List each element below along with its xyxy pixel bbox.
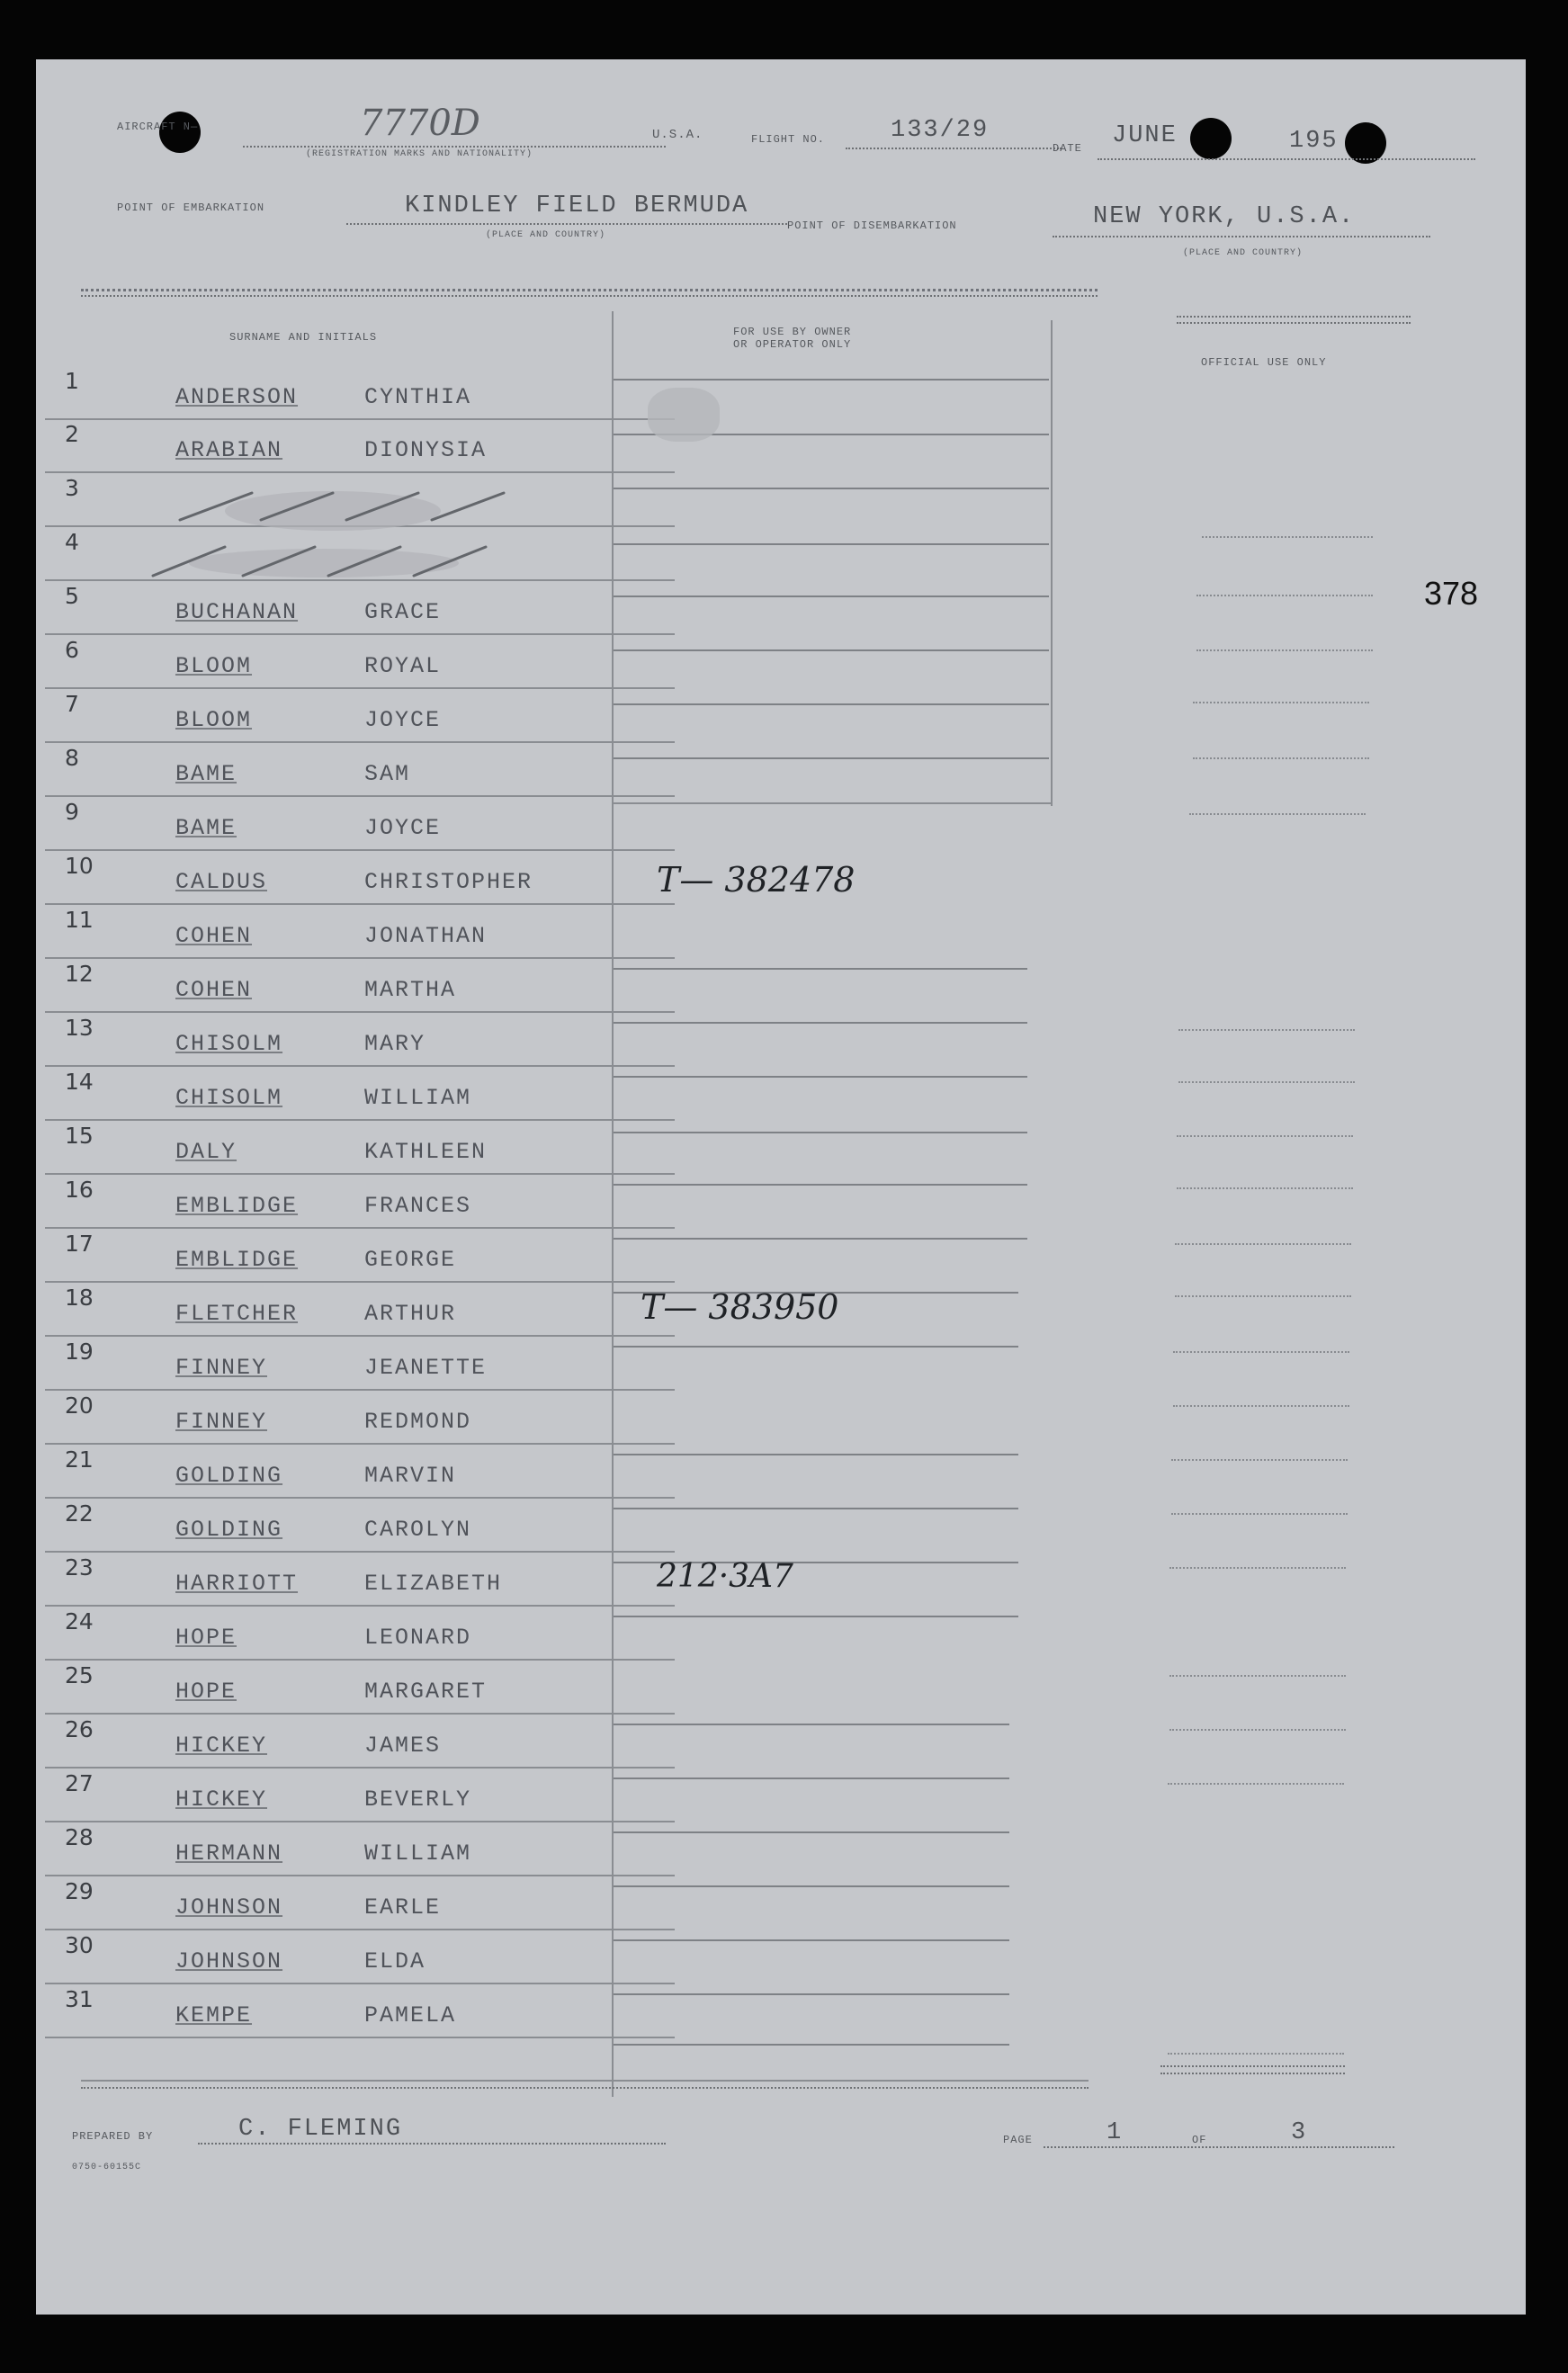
row-number: 12	[65, 961, 94, 987]
passenger-surname: FINNEY	[175, 1409, 268, 1435]
column-header-owner-1: FOR USE BY OWNER	[733, 326, 852, 338]
row-number: 8	[65, 745, 79, 771]
date-label: DATE	[1053, 142, 1082, 155]
passenger-row	[45, 853, 675, 905]
passenger-surname: ARABIAN	[175, 437, 283, 463]
embark-place: KINDLEY FIELD BERMUDA	[405, 193, 749, 219]
passenger-row	[45, 1716, 675, 1769]
passenger-surname: EMBLIDGE	[175, 1193, 299, 1219]
row-number: 28	[65, 1824, 94, 1850]
row-number: 18	[65, 1285, 94, 1311]
passenger-row	[45, 1986, 675, 2038]
stamp-number: 378	[1424, 575, 1479, 612]
passenger-given-name: WILLIAM	[364, 1840, 472, 1867]
passenger-row	[45, 799, 675, 851]
passenger-row	[45, 1015, 675, 1067]
cancel-scribble	[144, 475, 612, 583]
column-header-name: SURNAME AND INITIALS	[229, 331, 378, 344]
row-number: 11	[65, 907, 94, 933]
passenger-given-name: GEORGE	[364, 1247, 457, 1273]
passenger-row	[45, 1123, 675, 1175]
passenger-row	[45, 1608, 675, 1661]
row-number: 26	[65, 1716, 94, 1742]
flight-label: FLIGHT NO.	[751, 133, 826, 146]
passenger-surname: BAME	[175, 815, 237, 841]
passenger-surname: BUCHANAN	[175, 599, 299, 625]
passenger-given-name: EARLE	[364, 1894, 442, 1921]
prepared-by-name: C. FLEMING	[238, 2116, 403, 2143]
row-number: 25	[65, 1662, 94, 1688]
passenger-row	[45, 1662, 675, 1715]
passenger-row	[45, 691, 675, 743]
passenger-given-name: KATHLEEN	[364, 1139, 488, 1165]
passenger-row	[45, 1770, 675, 1822]
row-number: 9	[65, 799, 79, 825]
aircraft-sublabel: (REGISTRATION MARKS AND NATIONALITY)	[306, 149, 533, 159]
row-number: 3	[65, 475, 79, 501]
form-code: 0750-60155C	[72, 2163, 142, 2172]
passenger-surname: CHISOLM	[175, 1031, 283, 1057]
passenger-given-name: SAM	[364, 761, 411, 787]
passenger-given-name: CHRISTOPHER	[364, 869, 533, 895]
passenger-given-name: JEANETTE	[364, 1355, 488, 1381]
row-number: 29	[65, 1878, 94, 1904]
passenger-surname: HOPE	[175, 1625, 237, 1651]
owner-note: 212·3A7	[657, 1558, 793, 1595]
smudge	[648, 388, 720, 442]
passenger-row	[45, 637, 675, 689]
passenger-given-name: DIONYSIA	[364, 437, 488, 463]
passenger-surname: ANDERSON	[175, 384, 299, 410]
page-label: PAGE	[1003, 2134, 1033, 2146]
passenger-surname: CHISOLM	[175, 1085, 283, 1111]
row-number: 4	[65, 529, 79, 555]
passenger-given-name: GRACE	[364, 599, 442, 625]
manifest-page	[36, 59, 1526, 2315]
passenger-row	[45, 1932, 675, 1984]
passenger-given-name: ELDA	[364, 1948, 426, 1975]
passenger-given-name: ROYAL	[364, 653, 442, 679]
passenger-given-name: MARGARET	[364, 1679, 488, 1705]
prepared-by-label: PREPARED BY	[72, 2130, 154, 2143]
row-number: 23	[65, 1554, 94, 1581]
disembark-sublabel: (PLACE AND COUNTRY)	[1183, 248, 1304, 258]
row-number: 16	[65, 1177, 94, 1203]
passenger-row	[45, 1339, 675, 1391]
passenger-surname: HICKEY	[175, 1786, 268, 1813]
row-number: 24	[65, 1608, 94, 1634]
passenger-given-name: MARY	[364, 1031, 426, 1057]
passenger-given-name: JOYCE	[364, 815, 442, 841]
passenger-surname: FLETCHER	[175, 1301, 299, 1327]
row-number: 13	[65, 1015, 94, 1041]
aircraft-registration: 7770D	[360, 103, 480, 144]
aircraft-label: AIRCRAFT N—	[117, 121, 199, 133]
passenger-surname: JOHNSON	[175, 1948, 283, 1975]
row-number: 5	[65, 583, 79, 609]
passenger-surname: BLOOM	[175, 707, 253, 733]
passenger-surname: EMBLIDGE	[175, 1247, 299, 1273]
row-number: 20	[65, 1392, 94, 1419]
passenger-row	[45, 368, 675, 420]
passenger-given-name: BEVERLY	[364, 1786, 472, 1813]
disembark-label: POINT OF DISEMBARKATION	[787, 219, 957, 232]
row-number: 22	[65, 1500, 94, 1527]
passenger-given-name: LEONARD	[364, 1625, 472, 1651]
passenger-given-name: JONATHAN	[364, 923, 488, 949]
usa-label: U.S.A.	[652, 128, 703, 142]
embark-label: POINT OF EMBARKATION	[117, 201, 265, 214]
embark-sublabel: (PLACE AND COUNTRY)	[486, 230, 606, 240]
passenger-given-name: FRANCES	[364, 1193, 472, 1219]
passenger-surname: COHEN	[175, 923, 253, 949]
passenger-given-name: JAMES	[364, 1733, 442, 1759]
passenger-row	[45, 1069, 675, 1121]
passenger-row	[45, 1554, 675, 1607]
passenger-surname: JOHNSON	[175, 1894, 283, 1921]
passenger-row	[45, 1285, 675, 1337]
row-number: 17	[65, 1231, 94, 1257]
passenger-given-name: ELIZABETH	[364, 1571, 503, 1597]
passenger-surname: COHEN	[175, 977, 253, 1003]
row-number: 27	[65, 1770, 94, 1796]
passenger-given-name: PAMELA	[364, 2002, 457, 2028]
column-header-owner-2: OR OPERATOR ONLY	[733, 338, 852, 351]
disembark-place: NEW YORK, U.S.A.	[1093, 203, 1356, 230]
passenger-row	[45, 1878, 675, 1930]
passenger-row	[45, 583, 675, 635]
passenger-row	[45, 1177, 675, 1229]
passenger-surname: BAME	[175, 761, 237, 787]
passenger-row	[45, 421, 675, 473]
row-number: 19	[65, 1339, 94, 1365]
row-number: 14	[65, 1069, 94, 1095]
passenger-given-name: CAROLYN	[364, 1517, 472, 1543]
passenger-surname: BLOOM	[175, 653, 253, 679]
row-number: 21	[65, 1446, 94, 1473]
passenger-row	[45, 1446, 675, 1499]
passenger-given-name: REDMOND	[364, 1409, 472, 1435]
passenger-given-name: ARTHUR	[364, 1301, 457, 1327]
passenger-surname: HICKEY	[175, 1733, 268, 1759]
column-header-official: OFFICIAL USE ONLY	[1201, 356, 1327, 369]
passenger-given-name: CYNTHIA	[364, 384, 472, 410]
passenger-surname: HERMANN	[175, 1840, 283, 1867]
owner-note: T— 383950	[641, 1287, 839, 1327]
passenger-surname: GOLDING	[175, 1517, 283, 1543]
row-number: 1	[65, 368, 79, 394]
passenger-surname: HARRIOTT	[175, 1571, 299, 1597]
date-month: JUNE	[1112, 122, 1178, 149]
passenger-given-name: MARVIN	[364, 1463, 457, 1489]
row-number: 10	[65, 853, 94, 879]
passenger-given-name: MARTHA	[364, 977, 457, 1003]
row-number: 6	[65, 637, 79, 663]
passenger-given-name: JOYCE	[364, 707, 442, 733]
owner-note: T— 382478	[657, 860, 856, 900]
punch-hole	[1190, 118, 1232, 159]
flight-number: 133/29	[891, 117, 990, 144]
row-number: 2	[65, 421, 79, 447]
passenger-row	[45, 1231, 675, 1283]
passenger-row	[45, 961, 675, 1013]
passenger-row	[45, 907, 675, 959]
passenger-given-name: WILLIAM	[364, 1085, 472, 1111]
row-number: 31	[65, 1986, 94, 2012]
page-total: 3	[1291, 2119, 1308, 2146]
passenger-row	[45, 1500, 675, 1553]
passenger-surname: DALY	[175, 1139, 237, 1165]
passenger-surname: GOLDING	[175, 1463, 283, 1489]
passenger-surname: HOPE	[175, 1679, 237, 1705]
row-number: 30	[65, 1932, 94, 1958]
passenger-row	[45, 1824, 675, 1876]
page-number: 1	[1107, 2119, 1124, 2146]
passenger-row	[45, 745, 675, 797]
passenger-surname: FINNEY	[175, 1355, 268, 1381]
passenger-surname: CALDUS	[175, 869, 268, 895]
passenger-surname: KEMPE	[175, 2002, 253, 2028]
date-year: 195	[1289, 128, 1339, 155]
row-number: 7	[65, 691, 79, 717]
page-of-label: OF	[1192, 2134, 1207, 2146]
passenger-row	[45, 1392, 675, 1445]
row-number: 15	[65, 1123, 94, 1149]
